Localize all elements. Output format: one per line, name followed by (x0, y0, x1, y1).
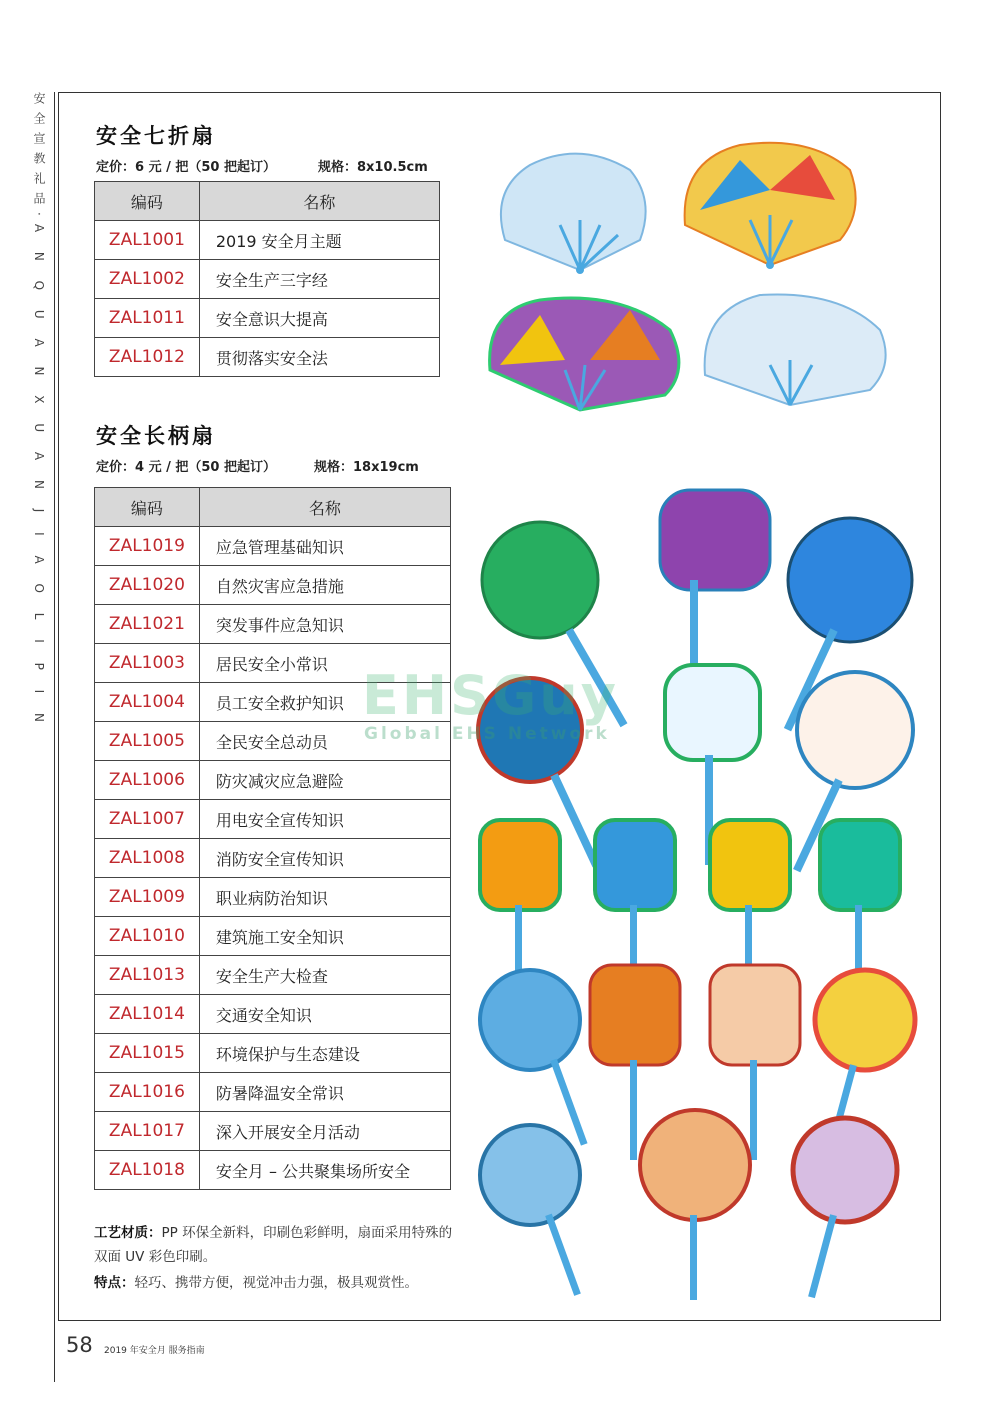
material-note (94, 1221, 454, 1269)
product-name: 用电安全宣传知识 (199, 800, 450, 839)
folding-fan-photo (685, 143, 856, 269)
section1-table (94, 181, 440, 377)
section1-table-body (95, 221, 440, 377)
product-name: 安全月 – 公共聚集场所安全 (199, 1151, 450, 1190)
product-name: 职业病防治知识 (199, 878, 450, 917)
feature-text: 轻巧、携带方便，视觉冲击力强，极具观赏性。 (134, 1275, 418, 1291)
section1-price: 定价：6 元 / 把（50 把起订） (96, 160, 276, 175)
product-code: ZAL1018 (95, 1151, 200, 1190)
product-code: ZAL1014 (95, 995, 200, 1034)
product-name: 应急管理基础知识 (199, 527, 450, 566)
material-label: 工艺材质： (94, 1225, 162, 1241)
product-name: 2019 安全月主题 (199, 221, 439, 260)
product-name: 防暑降温安全常识 (199, 1073, 450, 1112)
header-code: 编码 (95, 488, 200, 527)
section1-spec: 规格：8x10.5cm (318, 160, 428, 175)
table-row (95, 839, 451, 878)
section1-meta (96, 156, 428, 175)
product-name: 全民安全总动员 (199, 722, 450, 761)
watermark-subtitle: Global EHS Network (364, 724, 610, 744)
product-name: 居民安全小常识 (199, 644, 450, 683)
sidebar-divider (54, 92, 55, 1382)
page-number: 58 (66, 1333, 93, 1357)
product-name: 建筑施工安全知识 (199, 917, 450, 956)
product-code: ZAL1012 (95, 338, 200, 377)
sidebar-vertical-text: 安全宣教礼品·A N Q U A N X U A N J I A O L I P I N (32, 92, 46, 730)
table-header-row (95, 488, 451, 527)
table-row (95, 260, 440, 299)
table-row (95, 1034, 451, 1073)
product-name: 安全意识大提高 (199, 299, 439, 338)
product-code: ZAL1006 (95, 761, 200, 800)
product-code: ZAL1011 (95, 299, 200, 338)
product-code: ZAL1008 (95, 839, 200, 878)
product-name: 员工安全救护知识 (199, 683, 450, 722)
table-row (95, 878, 451, 917)
watermark-logo: EHSGuy (362, 664, 619, 727)
product-code: ZAL1007 (95, 800, 200, 839)
section2-price: 定价：4 元 / 把（50 把起订） (96, 460, 276, 475)
table-row (95, 1151, 451, 1190)
table-row (95, 761, 451, 800)
header-name: 名称 (199, 488, 450, 527)
footer-title: 2019 年安全月 服务指南 (104, 1346, 205, 1356)
table-row (95, 1073, 451, 1112)
product-code: ZAL1017 (95, 1112, 200, 1151)
header-code: 编码 (95, 182, 200, 221)
product-code: ZAL1003 (95, 644, 200, 683)
section2-table-body (95, 527, 451, 1190)
section1-title: 安全七折扇 (96, 124, 216, 148)
product-code: ZAL1015 (95, 1034, 200, 1073)
table-row (95, 566, 451, 605)
header-name: 名称 (199, 182, 439, 221)
feature-label: 特点： (94, 1275, 135, 1291)
product-name: 深入开展安全月活动 (199, 1112, 450, 1151)
product-name: 安全生产三字经 (199, 260, 439, 299)
long-handle-fans (478, 490, 915, 1300)
table-row (95, 527, 451, 566)
table-row (95, 299, 440, 338)
material-text: PP 环保全新料，印刷色彩鲜明，扇面采用特殊的双面 UV 彩色印刷。 (94, 1225, 453, 1265)
product-code: ZAL1016 (95, 1073, 200, 1112)
folding-fan-photo (490, 298, 679, 410)
table-row (95, 1112, 451, 1151)
product-code: ZAL1009 (95, 878, 200, 917)
section2-title: 安全长柄扇 (96, 424, 216, 448)
product-name: 贯彻落实安全法 (199, 338, 439, 377)
table-row (95, 800, 451, 839)
product-code: ZAL1010 (95, 917, 200, 956)
table-row (95, 995, 451, 1034)
folding-fan-photo (501, 154, 646, 274)
product-name: 环境保护与生态建设 (199, 1034, 450, 1073)
table-row (95, 605, 451, 644)
folding-fan-photo (705, 294, 886, 405)
table-header-row (95, 182, 440, 221)
section2-table (94, 487, 451, 1190)
table-row (95, 338, 440, 377)
product-name: 安全生产大检查 (199, 956, 450, 995)
table-row (95, 956, 451, 995)
product-code: ZAL1013 (95, 956, 200, 995)
product-name: 突发事件应急知识 (199, 605, 450, 644)
product-code: ZAL1001 (95, 221, 200, 260)
product-code: ZAL1020 (95, 566, 200, 605)
product-name: 消防安全宣传知识 (199, 839, 450, 878)
table-row (95, 221, 440, 260)
product-code: ZAL1004 (95, 683, 200, 722)
product-code: ZAL1019 (95, 527, 200, 566)
table-row (95, 917, 451, 956)
product-code: ZAL1021 (95, 605, 200, 644)
section2-meta (96, 456, 419, 475)
product-name: 防灾减灾应急避险 (199, 761, 450, 800)
product-name: 自然灾害应急措施 (199, 566, 450, 605)
product-code: ZAL1002 (95, 260, 200, 299)
feature-note (94, 1271, 454, 1295)
section2-spec: 规格：18x19cm (314, 460, 419, 475)
product-name: 交通安全知识 (199, 995, 450, 1034)
product-code: ZAL1005 (95, 722, 200, 761)
